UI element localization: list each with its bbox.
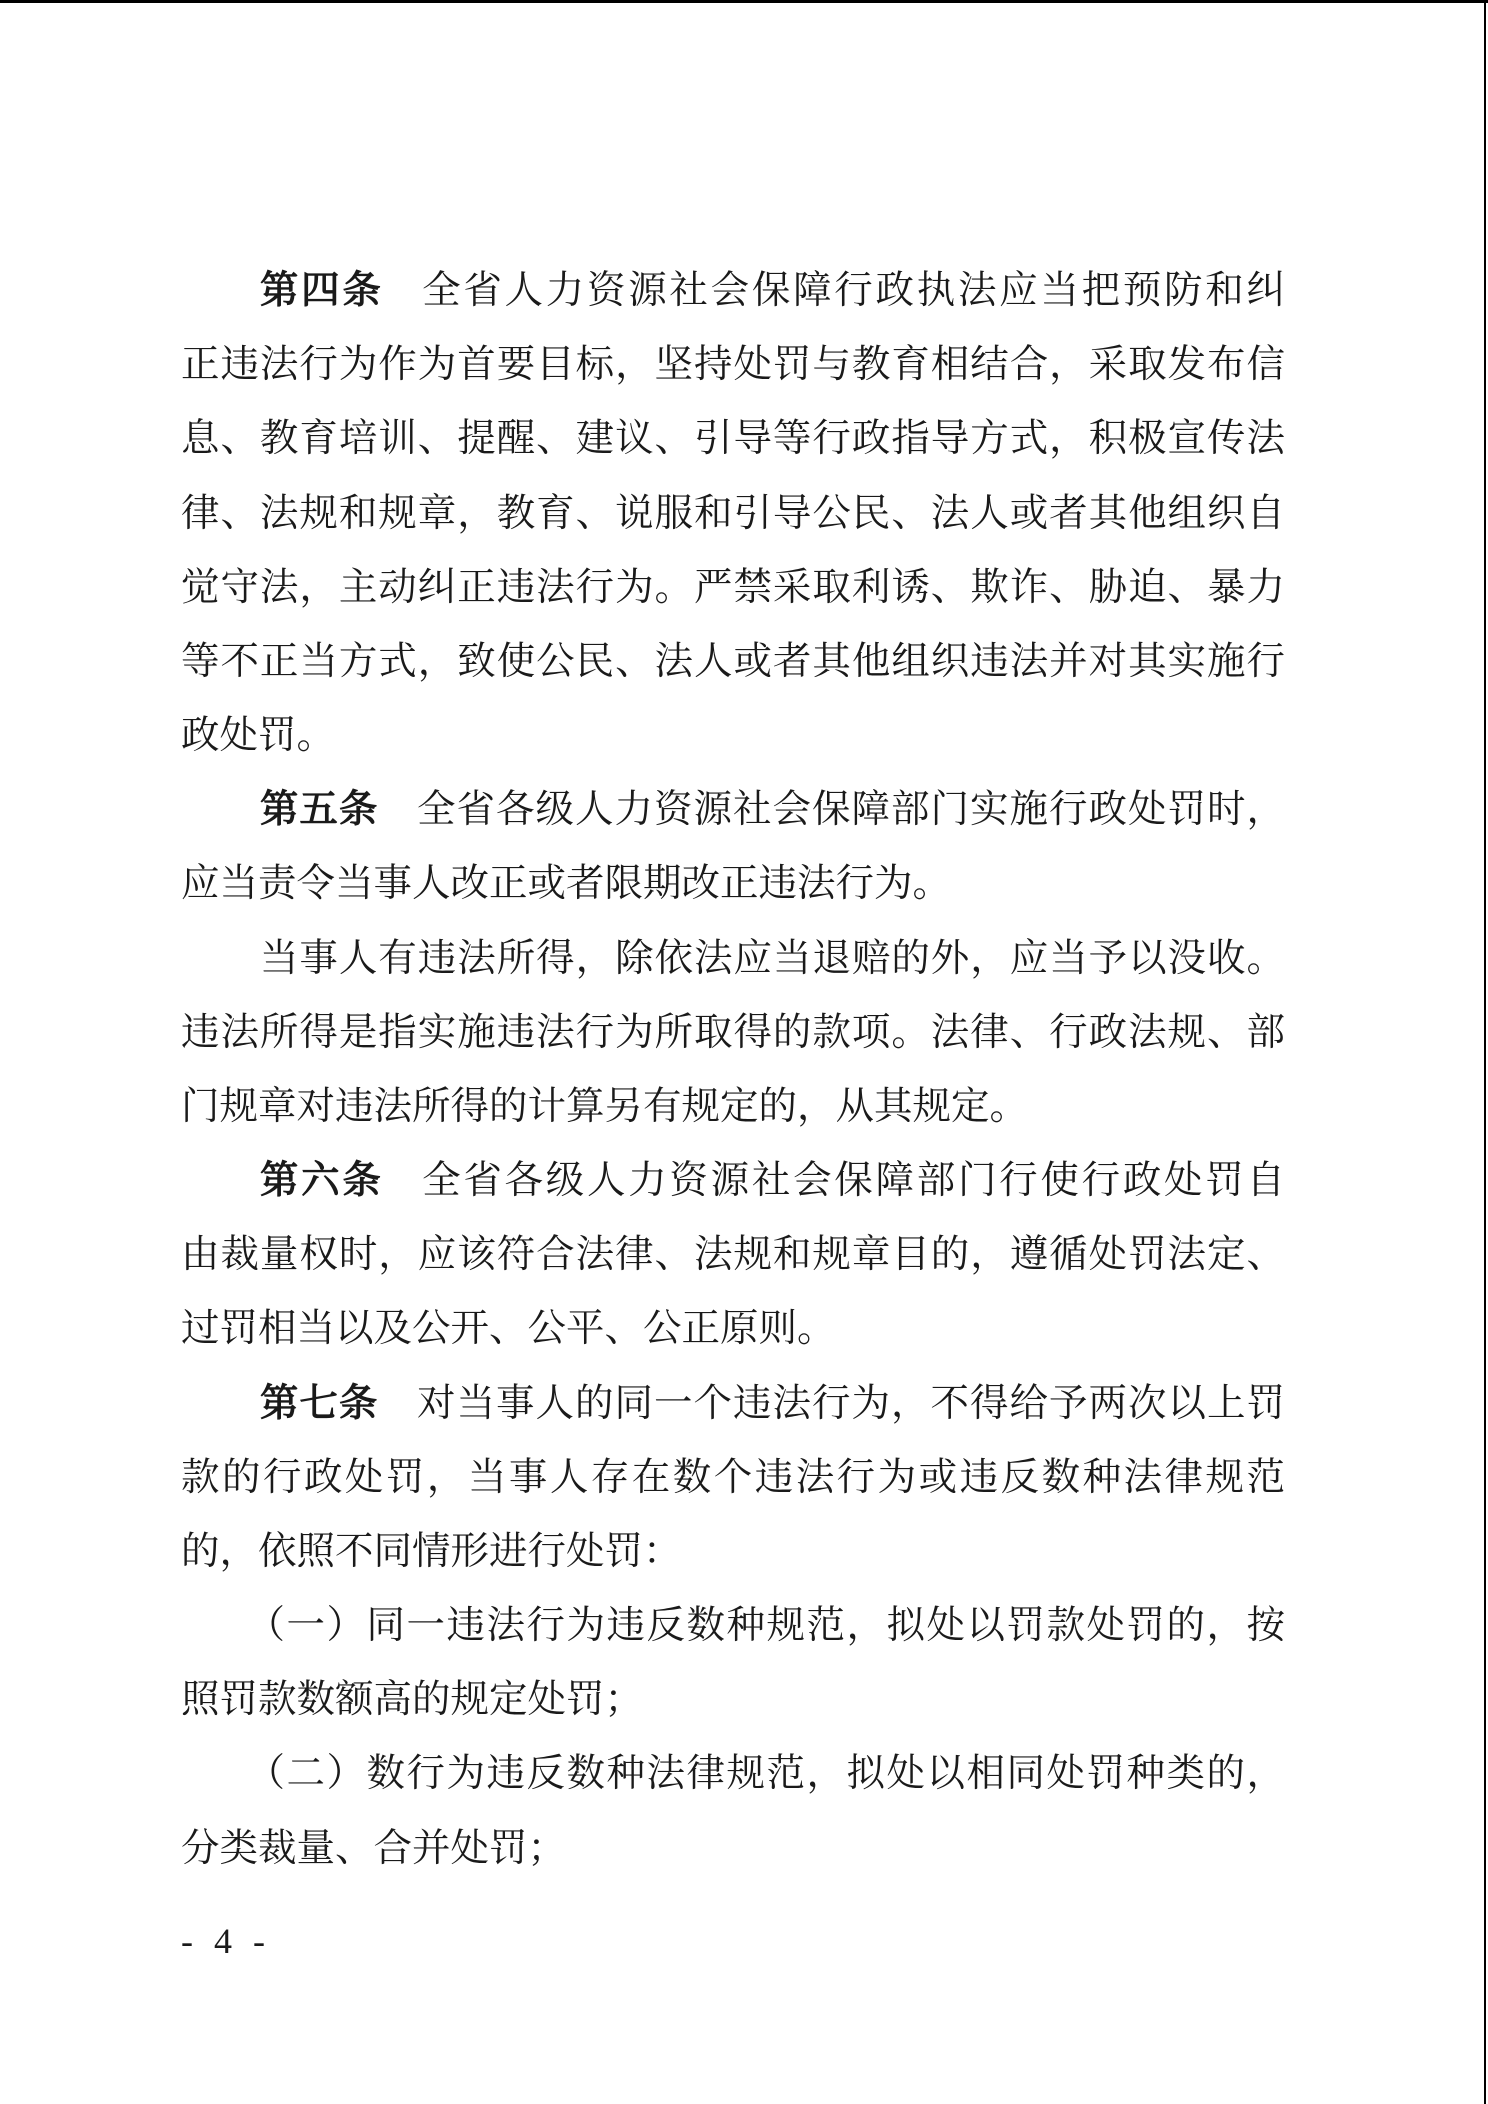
line-text: 全省各级人力资源社会保障部门实施行政处罚时， xyxy=(416,787,1285,833)
article-4-paragraph xyxy=(181,254,1285,773)
text-line: 等不正当方式，致使公民、法人或者其他组织违法并对其实施行 xyxy=(181,638,1285,684)
text-line: 门规章对违法所得的计算另有规定的，从其规定。 xyxy=(181,1083,1029,1129)
text-line: 过罚相当以及公开、公平、公正原则。 xyxy=(181,1306,836,1352)
article-label: 第四条 xyxy=(259,268,384,313)
text-line: 照罚款数额高的规定处罚； xyxy=(181,1677,644,1723)
text-line: （一）同一违法行为违反数种规范，拟处以罚款处罚的，按 xyxy=(246,1603,1285,1649)
line-text: 全省各级人力资源社会保障部门行使行政处罚自 xyxy=(422,1158,1285,1204)
text-line: 的，依照不同情形进行处罚： xyxy=(181,1528,682,1574)
text-line: 律、法规和规章，教育、说服和引导公民、法人或者其他组织自 xyxy=(181,490,1285,536)
article-6-paragraph xyxy=(181,1144,1285,1367)
page-right-edge xyxy=(1484,0,1486,2104)
article-label: 第五条 xyxy=(259,787,379,833)
text-line: 分类裁量、合并处罚； xyxy=(181,1825,567,1871)
text-line: 正违法行为作为首要目标，坚持处罚与教育相结合，采取发布信 xyxy=(181,342,1285,388)
article-7-paragraph xyxy=(181,1367,1285,1590)
article-label: 第七条 xyxy=(259,1380,379,1426)
text-line xyxy=(181,1144,1285,1218)
text-line xyxy=(181,254,1285,328)
page-number: - 4 - xyxy=(181,1921,265,1961)
text-line xyxy=(181,1367,1285,1441)
article-5-paragraph xyxy=(181,773,1285,921)
text-line: 违法所得是指实施违法行为所取得的款项。法律、行政法规、部 xyxy=(181,1009,1285,1055)
list-item xyxy=(181,1589,1285,1737)
text-line: 息、教育培训、提醒、建议、引导等行政指导方式，积极宣传法 xyxy=(181,416,1285,462)
text-line: 由裁量权时，应该符合法律、法规和规章目的，遵循处罚法定、 xyxy=(181,1232,1285,1278)
line-text: 对当事人的同一个违法行为，不得给予两次以上罚 xyxy=(416,1380,1285,1426)
text-line xyxy=(181,773,1285,847)
line-text: 全省人力资源社会保障行政执法应当把预防和纠 xyxy=(422,268,1285,313)
article-5-paragraph-2 xyxy=(181,922,1285,1145)
article-label: 第六条 xyxy=(259,1158,384,1204)
text-line: 政处罚。 xyxy=(181,713,336,759)
text-line: 觉守法，主动纠正违法行为。严禁采取利诱、欺诈、胁迫、暴力 xyxy=(181,564,1285,610)
text-line: （二）数行为违反数种法律规范，拟处以相同处罚种类的， xyxy=(246,1751,1285,1797)
page-top-edge xyxy=(0,0,1488,3)
text-line: 款的行政处罚，当事人存在数个违法行为或违反数种法律规范 xyxy=(181,1454,1285,1500)
list-item xyxy=(181,1737,1285,1885)
text-line: 应当责令当事人改正或者限期改正违法行为。 xyxy=(181,861,952,907)
text-line: 当事人有违法所得，除依法应当退赔的外，应当予以没收。 xyxy=(259,935,1285,981)
document-body xyxy=(181,254,1285,1886)
